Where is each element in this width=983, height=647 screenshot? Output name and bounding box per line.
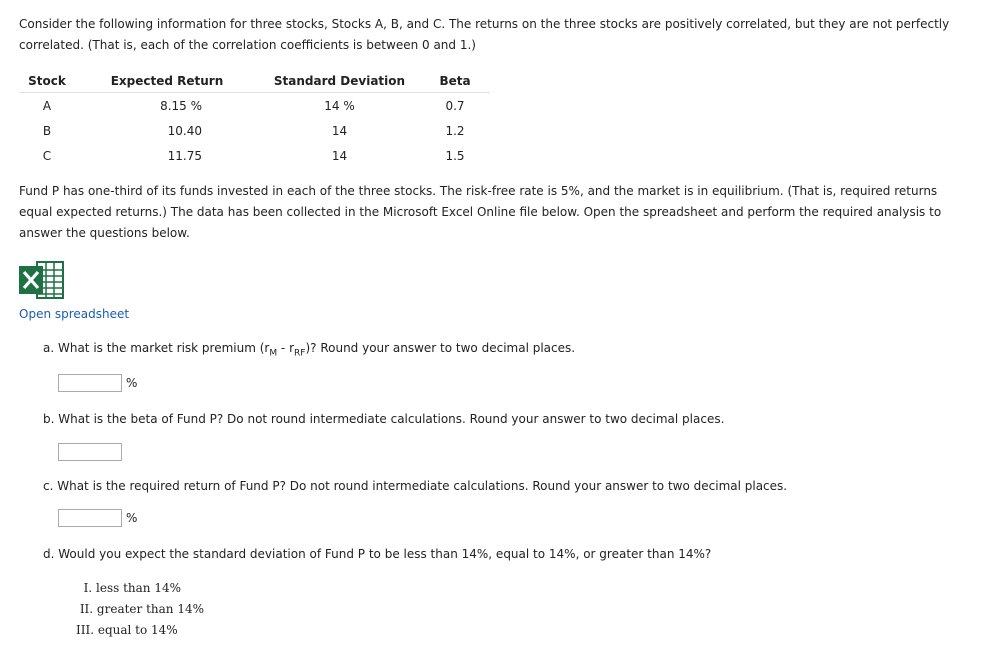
answer-b-input[interactable] (58, 443, 122, 461)
intro-text: Consider the following information for three stocks, Stocks A, B, and C. The returns on the three stocks are positively correlated, but they are not perfectly correlated. (That is, each of the correlation coefficients is between 0 and 1.) (19, 17, 950, 52)
answer-options (76, 578, 204, 641)
cell-beta: 1.5 (445, 148, 465, 163)
answer-a-input[interactable] (58, 374, 122, 392)
answer-c-input[interactable] (58, 509, 122, 527)
open-spreadsheet-link[interactable]: Open spreadsheet (19, 307, 130, 321)
cell-standard-deviation: 14 % (324, 98, 355, 113)
table-row (19, 143, 490, 168)
question-b: b. What is the beta of Fund P? Do not round intermediate calculations. Round your answer to two decimal places. (43, 412, 725, 426)
header-stock: Stock (19, 70, 75, 93)
cell-expected-return: 10.40 (167, 123, 202, 138)
cell-stock: B (42, 123, 52, 138)
answer-c-unit: % (126, 511, 138, 525)
excel-icon[interactable] (19, 260, 67, 300)
header-expected-return: Expected Return (75, 70, 259, 93)
cell-beta: 0.7 (445, 98, 465, 113)
stock-table (19, 70, 490, 168)
table-row (19, 118, 490, 143)
cell-standard-deviation: 14 (331, 123, 348, 138)
question-c: c. What is the required return of Fund P? Do not round intermediate calculations. Round your answer to two decimal places. (43, 479, 788, 493)
option-ii[interactable]: II. greater than 14% (76, 602, 204, 616)
question-d: d. Would you expect the standard deviation of Fund P to be less than 14%, equal to 14%, or greater than 14%? (43, 547, 712, 561)
header-beta: Beta (420, 70, 490, 93)
option-iii[interactable]: III. equal to 14% (76, 623, 178, 637)
cell-standard-deviation: 14 (331, 148, 348, 163)
cell-beta: 1.2 (445, 123, 465, 138)
cell-stock: A (42, 98, 52, 113)
answer-a-unit: % (126, 376, 138, 390)
cell-expected-return: 8.15 % (160, 98, 202, 113)
option-i[interactable]: I. less than 14% (76, 581, 181, 595)
header-standard-deviation: Standard Deviation (259, 70, 420, 93)
question-a: a. What is the market risk premium $(r_M - r_{RF})$? Round your answer to two decimal places. (43, 341, 576, 359)
fund-description: Fund P has one-third of its funds invested in each of the three stocks. The risk-free rate is 5%, and the market is in equilibrium. (That is, required returns equal expected returns.) The data has been collected in the Microsoft Excel Online file below. Open the spreadsheet and perform the required analysis to answer the questions below. (19, 184, 942, 240)
cell-expected-return: 11.75 (167, 148, 202, 163)
table-row (19, 93, 490, 119)
cell-stock: C (42, 148, 52, 163)
